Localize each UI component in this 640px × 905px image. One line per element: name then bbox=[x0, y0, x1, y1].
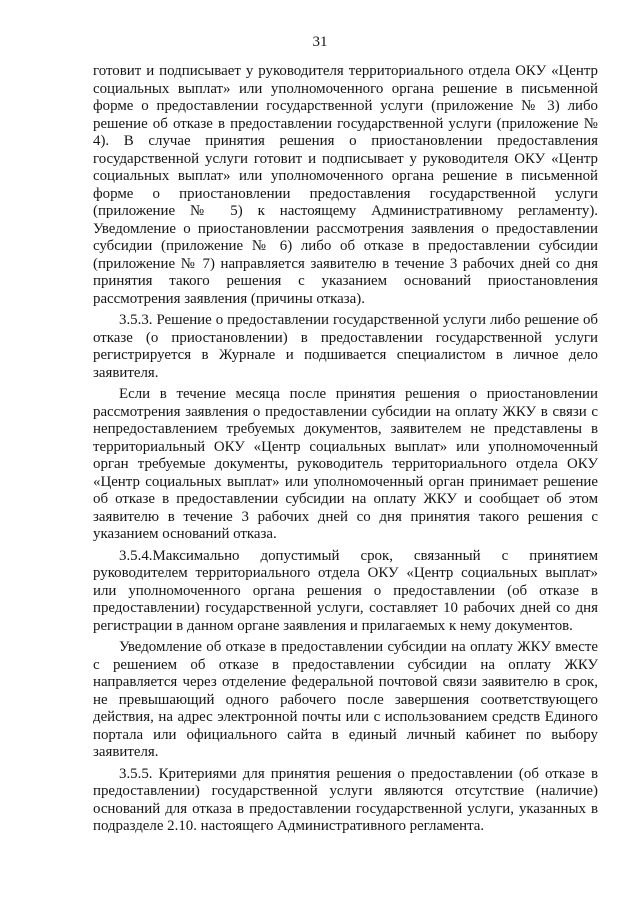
paragraph-3-5-4: 3.5.4.Максимально допустимый срок, связанный с принятием руководителем территориального отдела ОКУ «Центр социальных выплат» или уполномоченного органа решения о предоставлении (об отказе в предоставлении) государственной услуги, составляет 10 рабочих дней со дня регистрации в данном органе заявления и прилагаемых к нему документов. bbox=[93, 547, 598, 634]
document-body bbox=[93, 63, 598, 836]
paragraph-decision-preparation: готовит и подписывает у руководителя территориального отдела ОКУ «Центр социальных выплат» или уполномоченного органа решение в письменной форме о предоставлении государственной услуги (приложение № 3) либо решение об отказе в предоставлении государственной услуги (приложение № 4). В случае принятия решения о приостановлении предоставления государственной услуги готовит и подписывает у руководителя ОКУ «Центр социальных выплат» или уполномоченного органа решение в письменной форме о приостановлении предоставления государственной услуги (приложение № 5) к настоящему Административному регламенту). Уведомление о приостановлении рассмотрения заявления о предоставлении субсидии (приложение № 6) либо об отказе в предоставлении субсидии (приложение № 7) направляется заявителю в течение 3 рабочих дней со дня принятия такого решения с указанием оснований приостановления рассмотрения заявления (причины отказа). bbox=[93, 63, 598, 307]
paragraph-3-5-5: 3.5.5. Критериями для принятия решения о предоставлении (об отказе в предоставлении) государственной услуги являются отсутствие (наличие) оснований для отказа в предоставлении государственной услуги, указанных в подразделе 2.10. настоящего Административного регламента. bbox=[93, 765, 598, 834]
paragraph-3-5-3: 3.5.3. Решение о предоставлении государственной услуги либо решение об отказе (о приостановлении) в предоставлении государственной услуги регистрируется в Журнале и подшивается специалистом в личное дело заявителя. bbox=[93, 312, 598, 381]
paragraph-refusal-after-month: Если в течение месяца после принятия решения о приостановлении рассмотрения заявления о предоставлении субсидии на оплату ЖКУ в связи с непредоставлением требуемых документов, заявителем не представлены в территориальный ОКУ «Центр социальных выплат» или уполномоченный орган требуемые документы, руководитель территориального отдела ОКУ «Центр социальных выплат» или уполномоченный орган принимает решение об отказе в предоставлении субсидии на оплату ЖКУ и сообщает об этом заявителю в течение 3 рабочих дней со дня принятия такого решения с указанием оснований отказа. bbox=[93, 386, 598, 542]
paragraph-refusal-notification: Уведомление об отказе в предоставлении субсидии на оплату ЖКУ вместе с решением об отказе в предоставлении субсидии на оплату ЖКУ направляется через отделение федеральной почтовой связи заявителю в срок, не превышающий одного рабочего после завершения соответствующего действия, на адрес электронной почты или с использованием средств Единого портала или официального сайта в единый личный кабинет по выбору заявителя. bbox=[93, 639, 598, 760]
page-number: 31 bbox=[312, 34, 328, 50]
